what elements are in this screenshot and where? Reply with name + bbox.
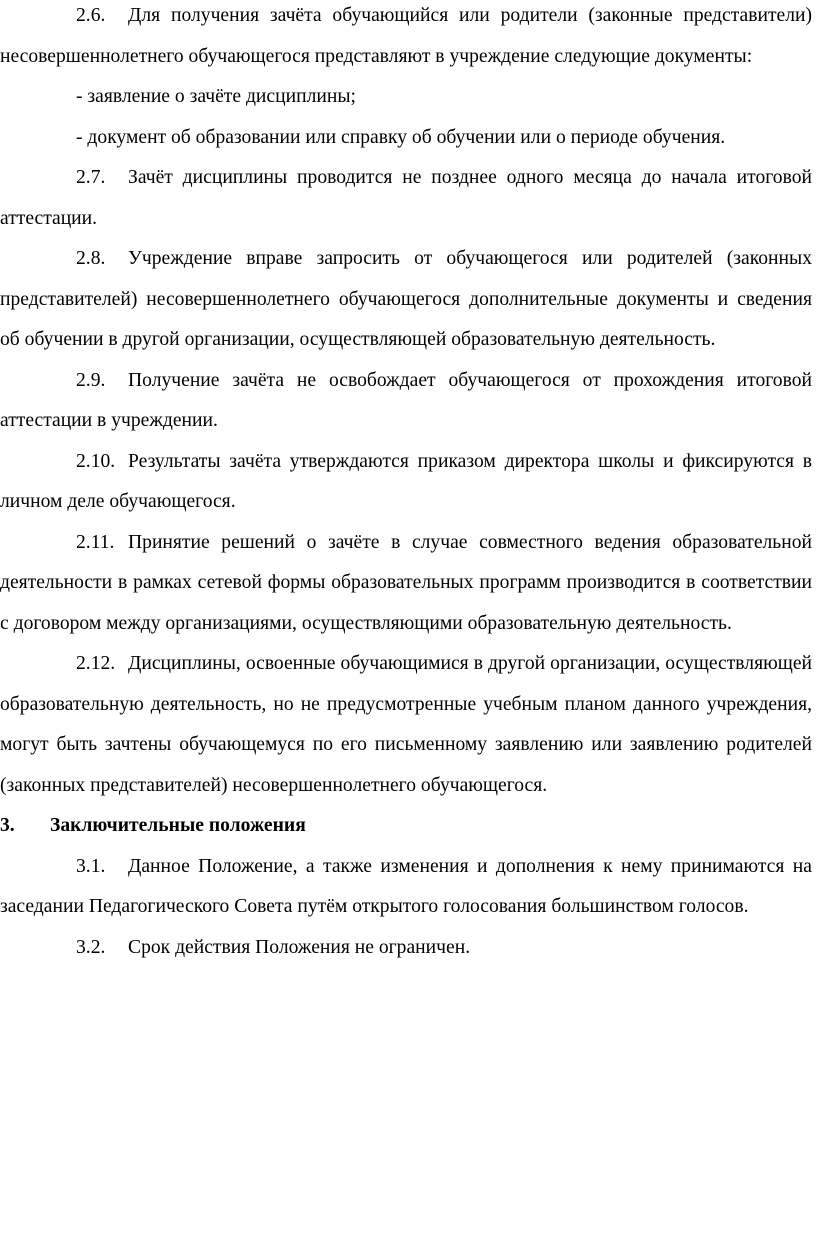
list-item-document: - документ об образовании или справку об обучении или о периоде обучения. — [76, 126, 726, 148]
paragraph-text: Принятие решений о зачёте в случае совместного ведения образовательной деятельности в рамках сетевой формы образовательных программ производится в соответствии с договором между организациями, осуществляющими образовательную деятельность. — [0, 531, 812, 634]
section-heading-3 — [0, 806, 812, 847]
paragraph-number: 2.7. — [76, 167, 106, 188]
paragraph-text: Дисциплины, освоенные обучающимися в другой организации, осуществляющей образовательную деятельность, но не предусмотренные учебным планом данного учреждения, могут быть зачтены обучающемуся по его письменному заявлению или заявлению родителей (законных представителей) несовершеннолетнего обучающегося. — [0, 653, 812, 796]
paragraph-text: Учреждение вправе запросить от обучающегося или родителей (законных представителей) несовершеннолетнего обучающегося дополнительные документы и сведения об обучении в другой организации, осуществляющей образовательную деятельность. — [0, 248, 812, 350]
section-number: 3. — [0, 815, 15, 836]
paragraph-number: 2.10. — [76, 450, 116, 472]
paragraph-3-1 — [0, 847, 812, 928]
paragraph-text: Результаты зачёта утверждаются приказом директора школы и фиксируются в личном деле обучающегося. — [0, 450, 812, 512]
paragraph-number: 3.1. — [76, 855, 106, 877]
paragraph-2-7 — [0, 158, 812, 239]
paragraph-text: Срок действия Положения не ограничен. — [128, 936, 471, 958]
paragraph-number: 2.11. — [76, 531, 115, 553]
paragraph-text: Для получения зачёта обучающийся или родители (законные представители) несовершеннолетнего обучающегося представляют в учреждение следующие документы: — [0, 5, 812, 67]
paragraph-2-12 — [0, 644, 812, 806]
paragraph-2-10 — [0, 442, 812, 523]
paragraph-number: 2.8. — [76, 248, 106, 269]
paragraph-text: Получение зачёта не освобождает обучающегося от прохождения итоговой аттестации в учреждении. — [0, 369, 812, 431]
paragraph-number: 3.2. — [76, 936, 106, 958]
paragraph-number: 2.6. — [76, 5, 106, 26]
paragraph-2-6 — [0, 0, 812, 77]
paragraph-text: Данное Положение, а также изменения и дополнения к нему принимаются на заседании Педагогического Совета путём открытого голосования большинством голосов. — [0, 855, 812, 917]
paragraph-2-9 — [0, 361, 812, 442]
paragraph-text: Зачёт дисциплины проводится не позднее одного месяца до начала итоговой аттестации. — [0, 167, 812, 229]
paragraph-2-11 — [0, 523, 812, 645]
paragraph-2-8 — [0, 239, 812, 361]
paragraph-3-2 — [0, 928, 812, 969]
section-title: Заключительные положения — [50, 815, 306, 836]
list-item-application: - заявление о зачёте дисциплины; — [76, 86, 356, 107]
paragraph-number: 2.12. — [76, 653, 116, 674]
paragraph-number: 2.9. — [76, 369, 106, 391]
